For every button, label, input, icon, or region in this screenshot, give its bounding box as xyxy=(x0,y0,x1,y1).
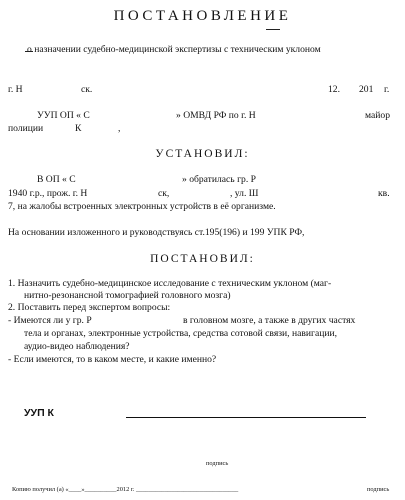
established-line3: 7, на жалобы встроенных электронных устройств в её организме. xyxy=(8,201,276,212)
place-city-prefix: г. Н xyxy=(8,84,23,95)
officer-department: » ОМВД РФ по г. Н xyxy=(176,110,256,121)
footer-signature-caption: подпись xyxy=(367,486,390,493)
item-1-line1: 1. Назначить судебно-медицинское исследование с техническим уклоном (маг- xyxy=(8,278,332,289)
officer-unit: УУП ОП « С xyxy=(37,110,90,121)
legal-basis: На основании изложенного и руководствуясь ст.195(196) и 199 УПК РФ, xyxy=(8,227,305,238)
established-line2-d: кв. xyxy=(378,188,390,199)
subtitle-mark xyxy=(25,51,33,52)
established-line1-a: В ОП « С xyxy=(37,174,76,185)
date-day: 12. xyxy=(328,84,340,95)
question-1-line2: тела и органах, электронные устройства, средства сотовой связи, навигации, xyxy=(24,328,338,339)
question-1-line3: аудио-видео наблюдения? xyxy=(24,341,130,352)
officer-rank-police: полиции xyxy=(8,123,44,134)
established-line2-a: 1940 г.р., прож. г. Н xyxy=(8,188,88,199)
item-1-line2: нитно-резонансной томографией головного мозга) xyxy=(24,290,231,301)
question-1-line1-b: в головном мозге, а также в других частях xyxy=(183,315,356,326)
signature-line xyxy=(126,417,366,418)
resolved-heading: ПОСТАНОВИЛ: xyxy=(150,253,255,265)
date-suffix: г. xyxy=(384,84,390,95)
question-2: - Если имеются, то в каком месте, и какие именно? xyxy=(8,354,217,365)
established-line1-b: » обратилась гр. Р xyxy=(182,174,256,185)
copy-received-line: Копию получил (а) «____»__________2012 г. ________________________________ xyxy=(12,486,239,493)
document-subtitle: о назначении судебно-медицинской экспертизы с техническим уклоном xyxy=(27,44,321,55)
established-heading: УСТАНОВИЛ: xyxy=(155,148,250,160)
item-2-line1: 2. Поставить перед экспертом вопросы: xyxy=(8,302,171,313)
signature-label: УУП К xyxy=(24,407,54,419)
document-title: ПОСТАНОВЛЕНИЕ xyxy=(113,8,292,24)
established-line2-c: , ул. Ш xyxy=(230,188,259,199)
established-line2-b: ск, xyxy=(158,188,170,199)
date-year: 201 xyxy=(359,84,374,95)
place-city-suffix: ск. xyxy=(81,84,93,95)
signature-caption: подпись xyxy=(206,460,229,467)
officer-rank: майор xyxy=(365,110,390,121)
officer-name: К xyxy=(75,123,82,134)
title-underline-mark xyxy=(266,29,280,30)
question-1-line1-a: - Имеются ли у гр. Р xyxy=(8,315,92,326)
officer-comma: , xyxy=(118,123,121,134)
